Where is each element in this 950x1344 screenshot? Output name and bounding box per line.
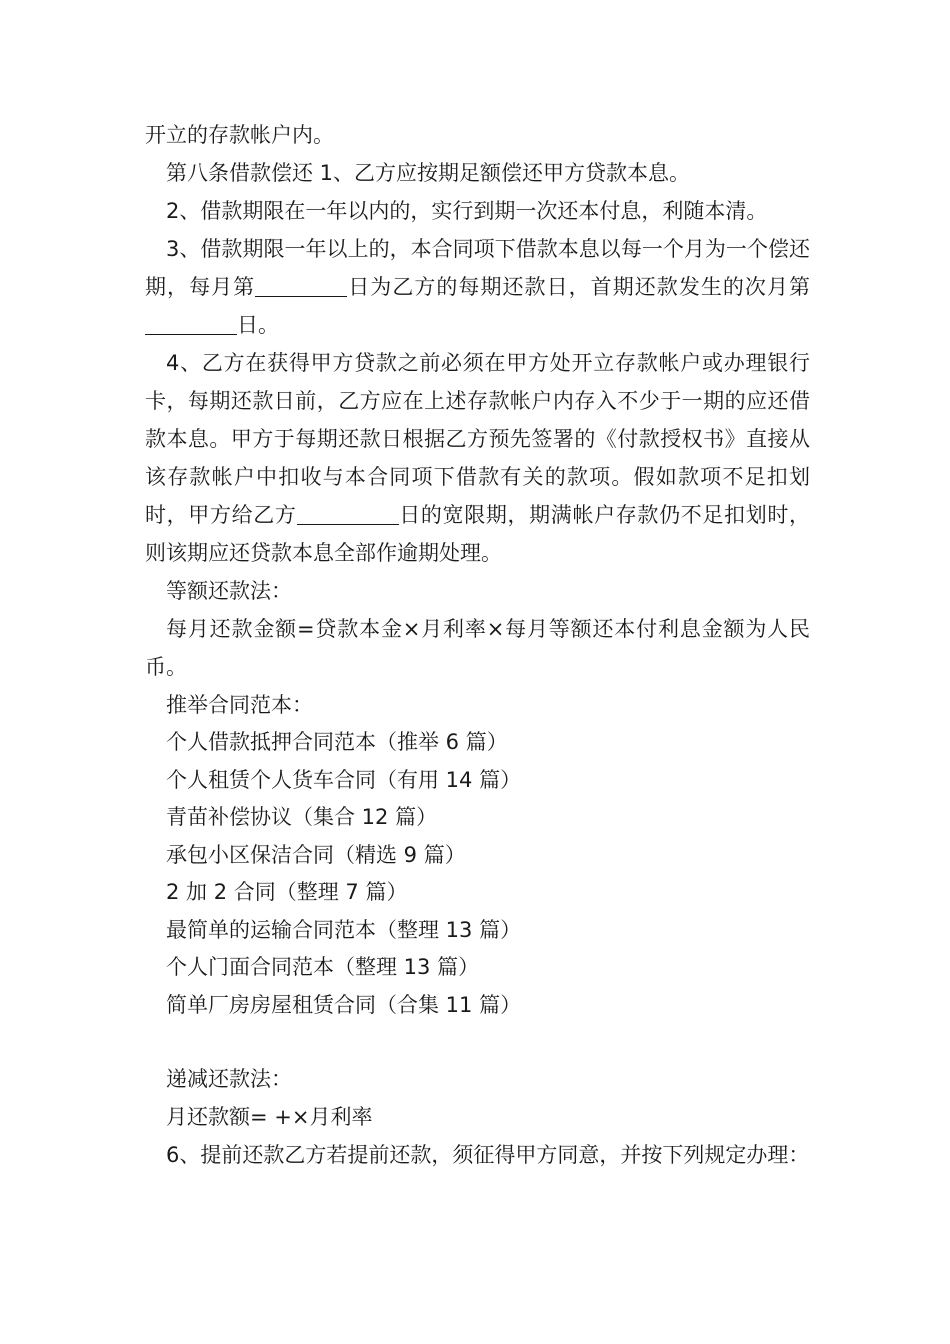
spacer	[145, 1024, 810, 1060]
recommended-heading: 推举合同范本：	[166, 693, 313, 717]
paragraph-repayment-period	[145, 230, 810, 344]
fill-in-blank	[297, 502, 399, 525]
paragraph-text: 日为乙方的每期还款日，首期还款发生的次月第	[347, 275, 811, 299]
formula-paragraph: 每月还款金额=贷款本金×月利率×每月等额还本付利息金额为人民币。	[145, 617, 810, 679]
recommended-link[interactable]: 简单厂房房屋租赁合同（合集 11 篇）	[166, 992, 522, 1017]
recommended-link[interactable]: 承包小区保洁合同（精选 9 篇）	[166, 842, 466, 867]
paragraph: 2、借款期限在一年以内的，实行到期一次还本付息，利随本清。	[166, 199, 768, 223]
recommended-link[interactable]: 个人租赁个人货车合同（有用 14 篇）	[166, 767, 522, 792]
paragraph-text: 4、乙方在获得甲方贷款之前必须在甲方处开立存款帐户或办理银行卡，每期还款日前，乙方应在上述存款帐户内存入不少于一期的应还借款本息。甲方于每期还款日根据乙方预先签署的《付款授权书》直接从该存款帐户中扣收与本合同项下借款有关的款项。假如款项不足扣划时，甲方给乙方	[145, 351, 810, 527]
formula-paragraph: 月还款额= +×月利率	[166, 1105, 373, 1129]
recommended-link[interactable]: 个人门面合同范本（整理 13 篇）	[166, 955, 480, 979]
section-heading-declining: 递减还款法：	[166, 1067, 292, 1091]
section-heading-equal-installment: 等额还款法：	[166, 579, 292, 603]
recommended-link[interactable]: 2 加 2 合同（整理 7 篇）	[166, 880, 408, 904]
recommended-list	[145, 724, 810, 1024]
paragraph-text: 日。	[237, 313, 279, 337]
paragraph-text: 日的宽限期，期满帐户存款仍不足扣划时，则该期应还贷款本息全部作逾期处理。	[145, 503, 810, 565]
fill-in-blank	[255, 274, 347, 297]
document-body	[145, 116, 810, 1174]
recommended-link[interactable]: 个人借款抵押合同范本（推举 6 篇）	[166, 730, 508, 754]
recommended-link[interactable]: 最简单的运输合同范本（整理 13 篇）	[166, 917, 522, 942]
paragraph-prepayment: 6、提前还款乙方若提前还款，须征得甲方同意，并按下列规定办理：	[166, 1143, 810, 1167]
article-8-heading: 第八条借款偿还 1、乙方应按期足额偿还甲方贷款本息。	[166, 161, 691, 185]
paragraph-text: 3、借款期限一年以上的，本合同项下借款本息以每一个月为一个偿还期，每月第	[145, 237, 810, 299]
paragraph-deposit-account	[145, 344, 810, 572]
paragraph: 开立的存款帐户内。	[145, 123, 334, 147]
recommended-link[interactable]: 青苗补偿协议（集合 12 篇）	[166, 805, 438, 829]
fill-in-blank	[145, 312, 237, 335]
